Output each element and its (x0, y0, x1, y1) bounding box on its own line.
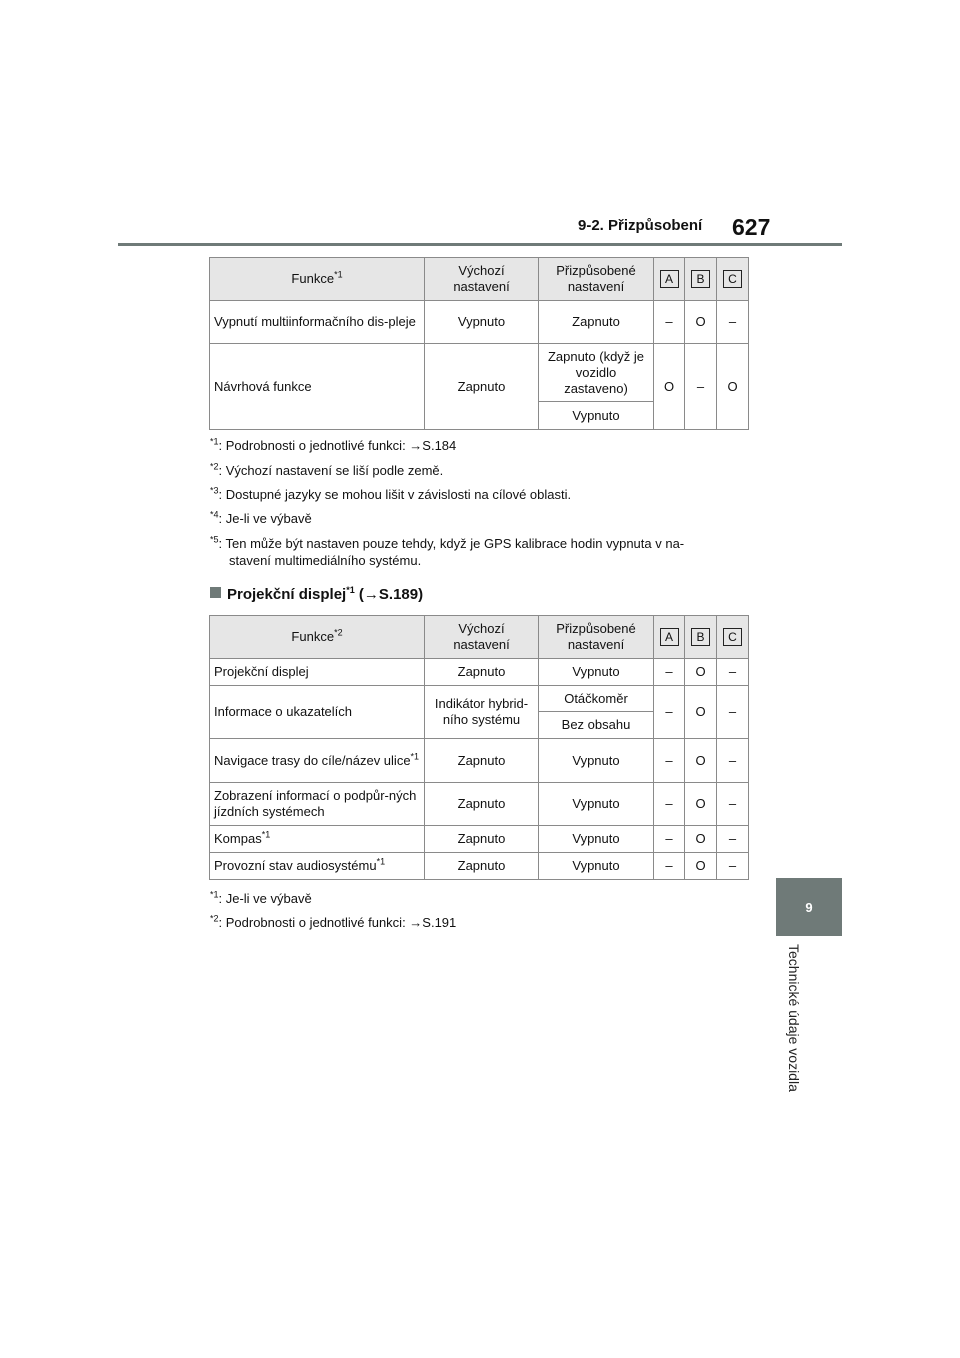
cell-function: Kompas$^{*1}$ (210, 826, 425, 853)
header-default: Výchozí nastavení (425, 258, 539, 301)
cell-default: Zapnuto (425, 659, 539, 686)
footnote: $^{*1}$: Je-li ve výbavě (210, 889, 312, 906)
table-header-row (210, 258, 749, 301)
cell-b: – (685, 344, 717, 430)
cell-b: O (685, 783, 717, 826)
cell-b: O (685, 659, 717, 686)
header-function: Funkce$^{*2}$ (210, 616, 425, 659)
header-a: A (654, 616, 685, 659)
cell-function: Zobrazení informací o podpůr-ných jízdních systémech (210, 783, 425, 826)
header-c: C (717, 616, 749, 659)
cell-default: Zapnuto (425, 344, 539, 430)
cell-b: O (685, 853, 717, 880)
table-header-row (210, 616, 749, 659)
cell-a: – (654, 686, 685, 739)
cell-function: Provozní stav audiosystému$^{*1}$ (210, 853, 425, 880)
cell-custom: Vypnuto (539, 402, 654, 430)
cell-custom: Vypnuto (539, 659, 654, 686)
cell-c: – (717, 783, 749, 826)
cell-c: – (717, 826, 749, 853)
cell-function: Navigace trasy do cíle/název ulice$^{*1}$ (210, 739, 425, 783)
cell-custom: Zapnuto (když je vozidlo zastaveno) (539, 344, 654, 402)
footnote: $^{*2}$: Podrobnosti o jednotlivé funkci: →S.191 (210, 913, 457, 930)
cell-function: Návrhová funkce (210, 344, 425, 430)
header-rule (118, 243, 842, 246)
cell-default: Zapnuto (425, 783, 539, 826)
cell-a: – (654, 301, 685, 344)
section-title: 9-2. Přizpůsobení (578, 217, 703, 234)
cell-custom: Otáčkoměr (539, 686, 654, 712)
cell-c: – (717, 853, 749, 880)
footnote: $^{*3}$: Dostupné jazyky se mohou lišit v závislosti na cílové oblasti. (210, 485, 572, 502)
header-function: Funkce$^{*1}$ (210, 258, 425, 301)
table-row (210, 301, 749, 344)
cell-b: O (685, 686, 717, 739)
table-row (210, 686, 749, 712)
cell-function: Informace o ukazatelích (210, 686, 425, 739)
cell-custom: Vypnuto (539, 826, 654, 853)
cell-default: Zapnuto (425, 739, 539, 783)
cell-b: O (685, 301, 717, 344)
section-heading: Projekční displej$^{*1}$ (→S.189) (210, 586, 423, 603)
table-row (210, 739, 749, 783)
table-row (210, 853, 749, 880)
page-number: 627 (732, 214, 771, 240)
cell-c: – (717, 739, 749, 783)
chapter-tab (776, 878, 842, 936)
chapter-title: Technické údaje vozidla (786, 944, 802, 1092)
header-default: Výchozí nastavení (425, 616, 539, 659)
cell-a: – (654, 826, 685, 853)
cell-custom: Vypnuto (539, 783, 654, 826)
cell-a: O (654, 344, 685, 430)
cell-custom: Vypnuto (539, 739, 654, 783)
table-row (210, 826, 749, 853)
footnote: $^{*1}$: Podrobnosti o jednotlivé funkci: →S.184 (210, 436, 457, 453)
cell-default: Zapnuto (425, 853, 539, 880)
cell-a: – (654, 739, 685, 783)
cell-c: O (717, 344, 749, 430)
cell-custom: Zapnuto (539, 301, 654, 344)
header-c: C (717, 258, 749, 301)
table-row (210, 344, 749, 402)
cell-custom: Vypnuto (539, 853, 654, 880)
cell-b: O (685, 739, 717, 783)
cell-a: – (654, 853, 685, 880)
cell-default: Vypnuto (425, 301, 539, 344)
chapter-number: 9 (805, 899, 813, 915)
cell-custom: Bez obsahu (539, 712, 654, 739)
header-b: B (685, 616, 717, 659)
header-b: B (685, 258, 717, 301)
cell-c: – (717, 686, 749, 739)
header-custom: Přizpůsobené nastavení (539, 616, 654, 659)
cell-c: – (717, 301, 749, 344)
cell-c: – (717, 659, 749, 686)
settings-table-1 (209, 257, 749, 430)
cell-default: Indikátor hybrid-ního systému (425, 686, 539, 739)
header-a: A (654, 258, 685, 301)
cell-function: Projekční displej (210, 659, 425, 686)
cell-default: Zapnuto (425, 826, 539, 853)
cell-a: – (654, 659, 685, 686)
cell-function: Vypnutí multiinformačního dis-pleje (210, 301, 425, 344)
footnote: $^{*2}$: Výchozí nastavení se liší podle země. (210, 461, 444, 478)
table-row (210, 659, 749, 686)
bullet-square-icon (210, 587, 221, 598)
footnote: $^{*4}$: Je-li ve výbavě (210, 509, 312, 526)
settings-table-2 (209, 615, 749, 880)
footnote: $^{*5}$: Ten může být nastaven pouze tehdy, když je GPS kalibrace hodin vypnuta v na- stavení multimediálního systému. (210, 534, 685, 568)
table-row (210, 783, 749, 826)
header-custom: Přizpůsobené nastavení (539, 258, 654, 301)
cell-a: – (654, 783, 685, 826)
cell-b: O (685, 826, 717, 853)
